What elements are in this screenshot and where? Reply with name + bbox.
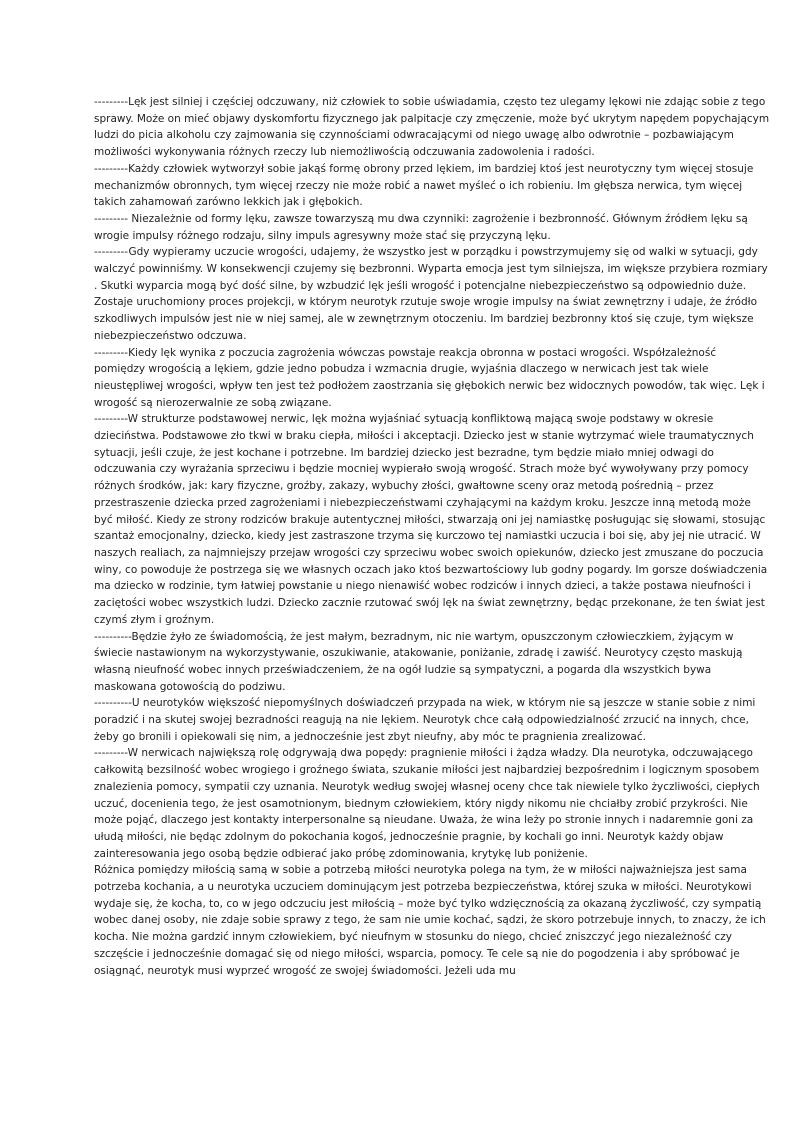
paragraph-love-and-power: ---------W nerwicach największą rolę odgrywają dwa popędy: pragnienie miłości i żądza władzy. Dla neurotyka, odczuwającego całkowitą bezsilność wobec wrogiego i groźnego świata, szukanie miłości jest najbardziej bezpośrednim i logicznym sposobem znalezienia pomocy, sympatii czy uznania. Neurotyk według swojej własnej oceny chce tak niewiele tylko życzliwości, ciepłych uczuć, docenienia tego, że jest osamotnionym, biednym człowiekiem, który nigdy nikomu nie chciałby zrobić przykrości. Nie może pojąć, dlaczego jest kontakty interpersonalne są nieudane. Uważa, że wina leży po stronie innych i nadaremnie goni za ułudą miłości, nie będąc zdolnym do pokochania kogoś, jednocześnie pragnie, by kochali go inni. Neurotyk każdy objaw zainteresowania jego osobą będzie odbierać jako próbę zdominowania, krytykę lub poniżenie. bbox=[94, 747, 760, 860]
paragraph-helpless-child: ----------Będzie żyło ze świadomością, że jest małym, bezradnym, nic nie wartym, opuszczonym człowieczkiem, żyjącym w świecie nastawionym na wykorzystywanie, oszukiwanie, atakowanie, poniżanie, zdradę i zawiść. Neurotycy często maskują własną nieufność wobec innych przeświadczeniem, że na ogół ludzie są sympatyczni, a pogarda dla wszystkich bywa maskowana gotowością do podziwu. bbox=[94, 630, 743, 693]
paragraph-childhood-conflict: ---------W strukturze podstawowej nerwic, lęk można wyjaśniać sytuacją konfliktową mającą swoje podstawy w okresie dzieciństwa. Podstawowe zło tkwi w braku ciepła, miłości i akceptacji. Dziecko jest w stanie wytrzymać wiele traumatycznych sytuacji, jeśli czuje, że jest kochane i potrzebne. Im bardziej dziecko jest bezradne, tym będzie miało mniej odwagi do odczuwania czy wyrażania sprzeciwu i będzie mocniej wypierało swoją wrogość. Strach może być wywoływany przy pomocy różnych środków, jak: kary fizyczne, groźby, zakazy, wybuchy złości, gwałtowne sceny oraz metodą pośrednią – przez przestraszenie dziecka przed zagrożeniami i niebezpieczeństwami czyhającymi na każdym kroku. Jeszcze inną metodą może być miłość. Kiedy ze strony rodziców brakuje autentycznej miłości, stwarzają oni jej namiastkę posługując się słowami, stosując szantaż emocjonalny, dziecko, kiedy jest zastraszone trzyma się kurczowo tej namiastki uczucia i boi się, aby jej nie utracić. W naszych realiach, za najmniejszy przejaw wrogości czy sprzeciwu wobec swoich opiekunów, dziecko jest zmuszane do poczucia winy, co powoduje że postrzega się we własnych oczach jako ktoś bezwartościowy lub godny pogardy. Im gorsze doświadczenia ma dziecko w rodzinie, tym łatwiej powstanie u niego nienawiść wobec rodziców i innych dzieci, a także postawa nieufności i zaciętości wobec wszystkich ludzi. Dziecko zacznie rzutować swój lęk na świat zewnętrzny, będąc przekonane, że ten świat jest czymś złym i groźnym. bbox=[94, 413, 768, 626]
paragraph-anxiety-intro: ---------Lęk jest silniej i częściej odczuwany, niż człowiek to sobie uświadamia, często tez ulegamy lękowi nie zdając sobie z tego sprawy. Może on mieć objawy dyskomfortu fizycznego jak palpitacje czy zmęczenie, może być ukrytym napędem popychającym ludzi do picia alkoholu czy zajmowania się czynnościami odwracającymi od niego uwagę albo odwrotnie – pozbawiającym możliwości wykonywania różnych rzeczy lub niemożliwością odczuwania zadowolenia i radości. bbox=[94, 96, 770, 159]
paragraph-neurotic-experiences: ----------U neurotyków większość niepomyślnych doświadczeń przypada na wiek, w którym nie są jeszcze w stanie sobie z nimi poradzić i na skutej swojej bezradności reagują na nie lękiem. Neurotyk chce całą odpowiedzialność zrzucić na innych, chce, żeby go bronili i opiekowali się nim, a jednocześnie jest zbyt nieufny, aby móc te pragnienia zrealizować. bbox=[94, 697, 756, 743]
paragraph-love-vs-need: Różnica pomiędzy miłością samą w sobie a potrzebą miłości neurotyka polega na tym, że w miłości najważniejsza jest sama potrzeba kochania, a u neurotyka uczuciem dominującym jest potrzeba bezpieczeństwa, której szuka w miłości. Neurotykowi wydaje się, że kocha, to, co w jego odczuciu jest miłością – może być tylko wdzięcznością za okazaną życzliwość, czy sympatią wobec danej osoby, nie zdaje sobie sprawy z tego, że sam nie umie kochać, sądzi, że skoro potrzebuje innych, to znaczy, że ich kocha. Nie można gardzić innym człowiekiem, być nieufnym w stosunku do niego, chcieć zniszczyć jego niezależność czy szczęście i jednocześnie domagać się od niego miłości, wsparcia, pomocy. Te cele są nie do pogodzenia i aby spróbować je osiągnąć, neurotyk musi wyprzeć wrogość ze swojej świadomości. Jeżeli uda mu bbox=[94, 864, 766, 977]
paragraph-threat-helplessness: --------- Niezależnie od formy lęku, zawsze towarzyszą mu dwa czynniki: zagrożenie i bezbronność. Głównym źródłem lęku są wrogie impulsy różnego rodzaju, silny impuls agresywny może stać się przyczyną lęku. bbox=[94, 212, 748, 242]
document-page bbox=[94, 94, 770, 979]
paragraph-anxiety-hostility: ---------Kiedy lęk wynika z poczucia zagrożenia wówczas powstaje reakcja obronna w postaci wrogości. Współzależność pomiędzy wrogością a lękiem, gdzie jedno pobudza i wzmacnia drugie, wyjaśnia dlaczego w nerwicach jest tak wiele nieustępliwej wrogości, wpływ ten jest też podłożem zaostrzania się głębokich nerwic bez widocznych powodów, tak więc. Lęk i wrogość są nierozerwalnie ze sobą związane. bbox=[94, 346, 765, 409]
paragraph-defense-mechanisms: ---------Każdy człowiek wytworzył sobie jakąś formę obrony przed lękiem, im bardziej ktoś jest neurotyczny tym więcej stosuje mechanizmów obronnych, tym więcej rzeczy nie może robić a nawet myśleć o ich robieniu. Im głębsza nerwica, tym więcej takich zahamowań zarówno lekkich jak i głębokich. bbox=[94, 162, 754, 209]
paragraph-repressed-hostility: ---------Gdy wypieramy uczucie wrogości, udajemy, że wszystko jest w porządku i powstrzymujemy się od walki w sytuacji, gdy walczyć powinniśmy. W konsekwencji czujemy się bezbronni. Wyparta emocja jest tym silniejsza, im większe przybiera rozmiary . Skutki wyparcia mogą być dość silne, by wzbudzić lęk jeśli wrogość i potencjalne niebezpieczeństwo są odpowiednio duże. Zostaje uruchomiony proces projekcji, w którym neurotyk rzutuje swoje wrogie impulsy na świat zewnętrzny i udaje, że źródło szkodliwych impulsów jest nie w niej samej, ale w zewnętrznym otoczeniu. Im bardziej bezbronny ktoś się czuje, tym większe niebezpieczeństwo odczuwa. bbox=[94, 246, 768, 342]
